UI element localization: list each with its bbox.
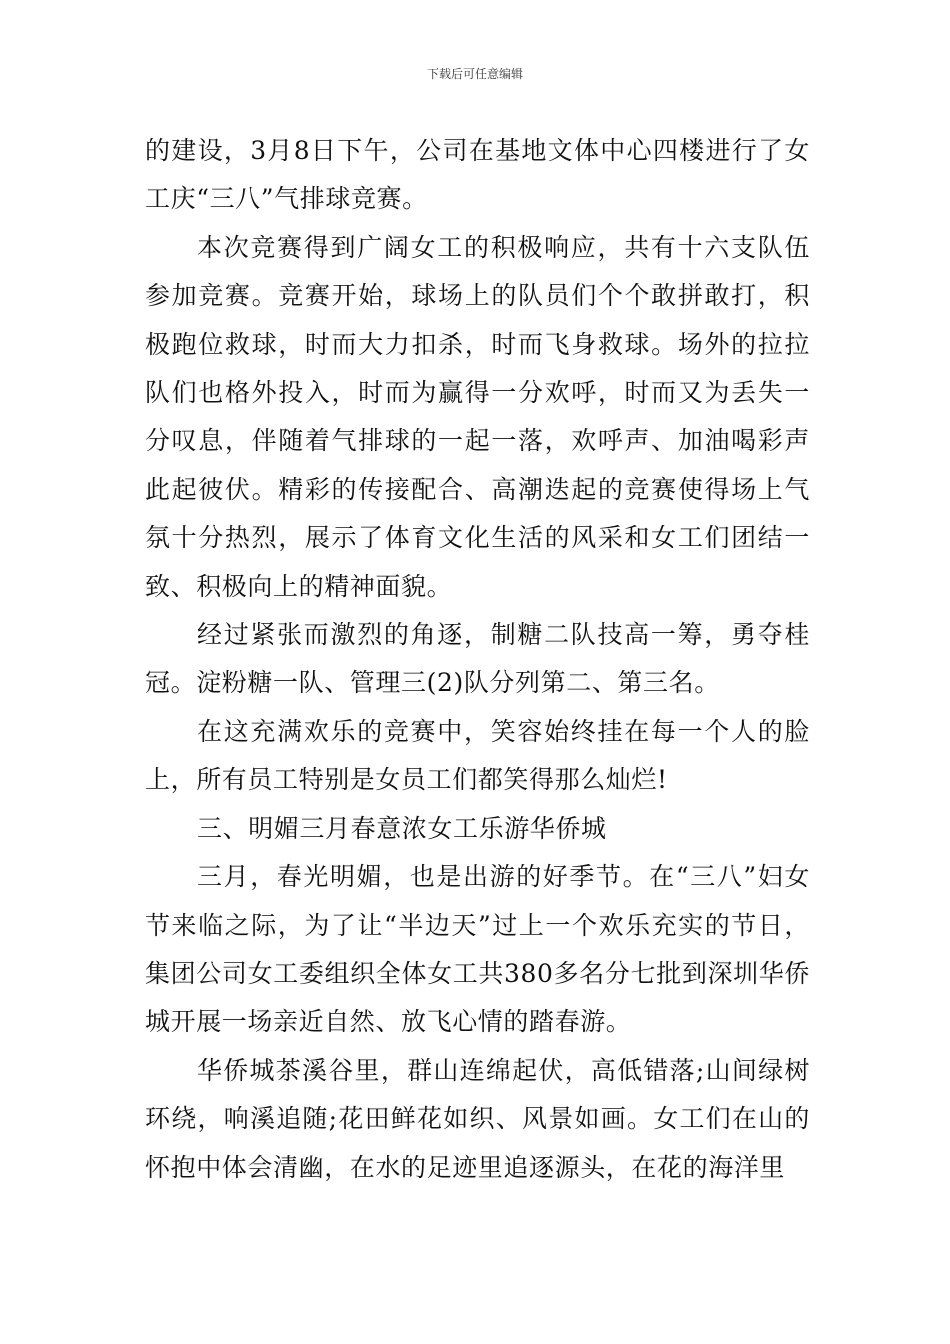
paragraph-continuation: 的建设，3月8日下午，公司在基地文体中心四楼进行了女工庆“三八”气排球竞赛。 [145,136,810,214]
paragraph: 经过紧张而激烈的角逐，制糖二队技高一筹，勇夺桂冠。淀粉糖一队、管理三(2)队分列第二、第三名。 [145,620,810,698]
document-body [145,127,810,1192]
paragraph: 华侨城茶溪谷里，群山连绵起伏，高低错落;山间绿树环绕，响溪追随;花田鲜花如织、风景如画。女工们在山的怀抱中体会清幽，在水的足迹里追逐源头，在花的海洋里 [145,1055,810,1182]
section-heading: 三、明媚三月春意浓女工乐游华侨城 [197,813,607,843]
paragraph: 在这充满欢乐的竞赛中，笑容始终挂在每一个人的脸上，所有员工特别是女员工们都笑得那么灿烂! [145,716,810,795]
paragraph: 三月，春光明媚，也是出游的好季节。在“三八”妇女节来临之际，为了让“半边天”过上一个欢乐充实的节日，集团公司女工委组织全体女工共380多名分七批到深圳华侨城开展一场亲近自然、放飞心情的踏春游。 [145,862,810,1037]
paragraph: 本次竞赛得到广阔女工的积极响应，共有十六支队伍参加竞赛。竞赛开始，球场上的队员们个个敢拼敢打，积极跑位救球，时而大力扣杀，时而飞身救球。场外的拉拉队们也格外投入，时而为赢得一分欢呼，时而又为丢失一分叹息，伴随着气排球的一起一落，欢呼声、加油喝彩声此起彼伏。精彩的传接配合、高潮迭起的竞赛使得场上气氛十分热烈，展示了体育文化生活的风采和女工们团结一致、积极向上的精神面貌。 [145,232,810,601]
page-header-note: 下载后可任意编辑 [426,67,523,81]
